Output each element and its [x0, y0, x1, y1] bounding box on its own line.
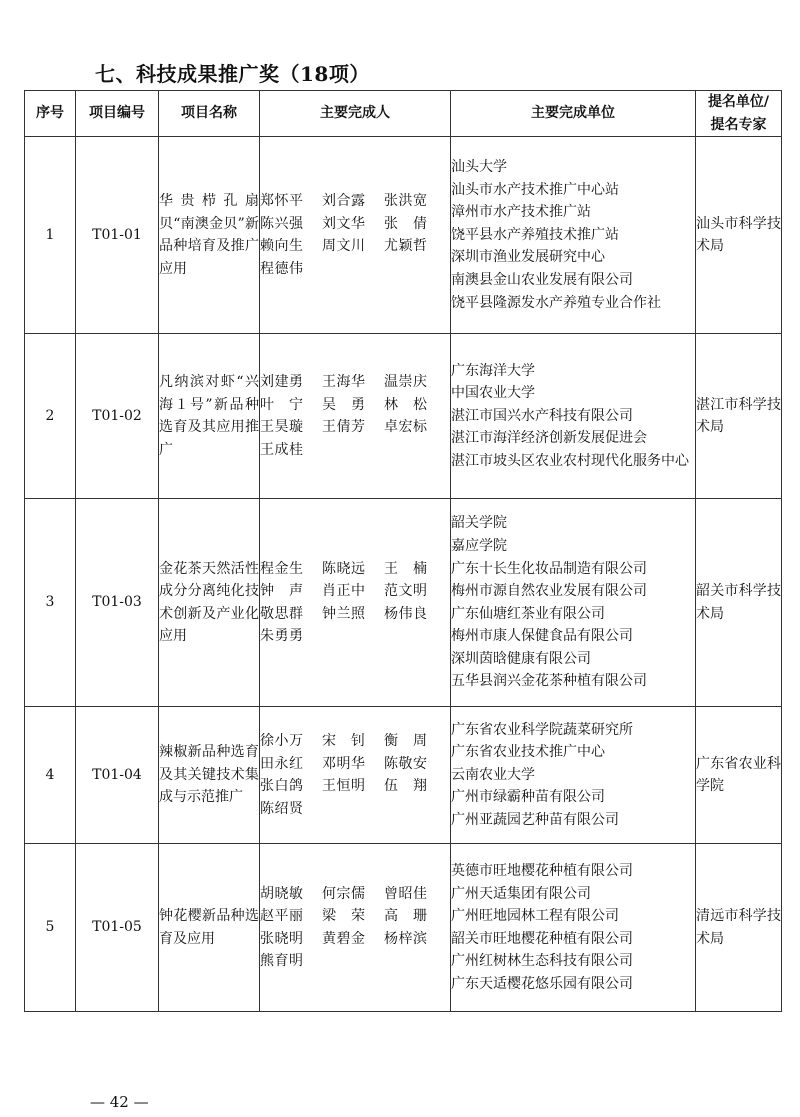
header-code: 项目编号 [76, 91, 159, 137]
unit-name: 饶平县水产养殖技术推广站 [451, 226, 619, 243]
table-row [25, 334, 782, 499]
contributor-name: 赖向生 [260, 238, 304, 255]
main-units [451, 707, 696, 844]
contributor-name: 郑怀平 [260, 193, 304, 209]
contributor-name: 张 倩 [384, 215, 428, 232]
unit-name: 深圳市渔业发展研究中心 [451, 249, 605, 266]
contributor-list [260, 371, 450, 461]
contributor-name: 朱勇勇 [260, 628, 304, 645]
unit-name: 湛江市国兴水产科技有限公司 [451, 407, 633, 424]
contributor-list [260, 190, 450, 280]
header-nominator-line1: 提名单位/ [707, 94, 770, 110]
project-name: 钟花樱新品种选育及应用 [159, 844, 260, 1012]
unit-name: 广东省农业技术推广中心 [451, 744, 605, 761]
unit-list [451, 860, 695, 996]
contributor-name: 张白鸽 [260, 778, 304, 795]
contributor-name: 王成桂 [260, 441, 304, 458]
contributor-name: 衡 周 [384, 733, 428, 749]
contributor-name: 赵平丽 [260, 908, 304, 925]
contributor-name: 陈敬安 [384, 755, 428, 772]
unit-name: 广东十长生化妆品制造有限公司 [451, 560, 647, 577]
row-index: 5 [25, 844, 76, 1012]
unit-name: 湛江市坡头区农业农村现代化服务中心 [451, 453, 689, 470]
unit-list [451, 512, 695, 693]
unit-name: 广东天适樱花悠乐园有限公司 [451, 975, 633, 992]
table-row [25, 844, 782, 1012]
unit-name: 广州亚蔬园艺种苗有限公司 [451, 812, 619, 829]
contributor-name: 王海华 [322, 374, 366, 390]
contributor-name: 梁 荣 [322, 908, 366, 925]
contributor-name: 张晓明 [260, 930, 304, 947]
project-name: 华贵栉孔扇贝“南澳金贝”新品种培育及推广应用 [159, 137, 260, 334]
unit-name: 汕头大学 [451, 159, 507, 176]
unit-name: 嘉应学院 [451, 537, 507, 554]
project-code: T01-05 [76, 844, 159, 1012]
project-name: 辣椒新品种选育及其关键技术集成与示范推广 [159, 707, 260, 844]
nominating-unit: 广东省农业科学院 [696, 707, 782, 844]
contributor-name: 卓宏标 [384, 419, 428, 436]
unit-name: 韶关学院 [451, 515, 507, 532]
row-index: 2 [25, 334, 76, 499]
project-code: T01-01 [76, 137, 159, 334]
contributor-list [260, 558, 450, 648]
section-title: 七、科技成果推广奖（18项） [95, 62, 370, 86]
unit-name: 广东仙塘红茶业有限公司 [451, 605, 605, 622]
unit-name: 漳州市水产技术推广站 [451, 204, 591, 221]
contributor-name: 林 松 [384, 396, 428, 413]
header-people: 主要完成人 [260, 91, 451, 137]
contributor-name: 程德伟 [260, 260, 304, 277]
unit-name: 韶关市旺地樱花种植有限公司 [451, 930, 633, 947]
project-code: T01-02 [76, 334, 159, 499]
contributor-name: 杨梓滨 [384, 930, 428, 947]
unit-name: 广州旺地园林工程有限公司 [451, 908, 619, 925]
page-number: — 42 — [90, 1093, 149, 1111]
contributor-name: 钟 声 [260, 583, 304, 600]
project-name: 金花茶天然活性成分分离纯化技术创新及产业化应用 [159, 499, 260, 707]
contributor-name: 陈晓远 [322, 560, 366, 577]
contributor-name: 尤颖哲 [384, 238, 428, 255]
unit-name: 南澳县金山农业发展有限公司 [451, 272, 633, 289]
main-units [451, 844, 696, 1012]
contributor-name: 刘文华 [322, 215, 366, 232]
contributor-name: 张洪宽 [384, 193, 428, 209]
unit-list [451, 156, 695, 314]
unit-name: 广东省农业科学院蔬菜研究所 [451, 721, 633, 738]
header-nominator [696, 91, 782, 137]
row-index: 1 [25, 137, 76, 334]
main-contributors [260, 137, 451, 334]
contributor-name: 刘建勇 [260, 374, 304, 390]
project-code: T01-03 [76, 499, 159, 707]
main-units [451, 334, 696, 499]
contributor-name: 熊育明 [260, 953, 304, 970]
table-row [25, 137, 782, 334]
nominating-unit: 汕头市科学技术局 [696, 137, 782, 334]
header-nominator-line2: 提名专家 [710, 116, 767, 133]
unit-name: 云南农业大学 [451, 766, 535, 783]
contributor-name: 伍 翔 [384, 778, 428, 795]
unit-name: 中国农业大学 [451, 385, 535, 402]
contributor-name: 吴 勇 [322, 396, 366, 413]
unit-name: 五华县润兴金花茶种植有限公司 [451, 673, 647, 690]
contributor-name: 王恒明 [322, 778, 366, 795]
unit-name: 广州天适集团有限公司 [451, 885, 591, 902]
main-contributors [260, 334, 451, 499]
awards-table [24, 90, 782, 1012]
header-orgs: 主要完成单位 [451, 91, 696, 137]
unit-name: 湛江市海洋经济创新发展促进会 [451, 430, 647, 447]
contributor-name: 王昊璇 [260, 419, 304, 436]
unit-name: 英德市旺地樱花种植有限公司 [451, 862, 633, 879]
main-contributors [260, 499, 451, 707]
main-contributors [260, 844, 451, 1012]
contributor-name: 陈绍贤 [260, 800, 304, 817]
contributor-name: 刘合露 [322, 193, 366, 209]
main-contributors [260, 707, 451, 844]
project-code: T01-04 [76, 707, 159, 844]
table-header-row [25, 91, 782, 137]
unit-name: 梅州市康人保健食品有限公司 [451, 628, 633, 645]
project-name: 凡纳滨对虾“兴海１号”新品种选育及其应用推广 [159, 334, 260, 499]
unit-list [451, 360, 695, 473]
contributor-name: 黄碧金 [322, 930, 366, 947]
contributor-name: 胡晓敏 [260, 885, 304, 902]
nominating-unit: 清远市科学技术局 [696, 844, 782, 1012]
row-index: 4 [25, 707, 76, 844]
contributor-name: 徐小万 [260, 733, 304, 749]
contributor-name: 高 珊 [384, 908, 428, 925]
contributor-name: 王 楠 [384, 560, 428, 577]
contributor-list [260, 883, 450, 973]
nominating-unit: 湛江市科学技术局 [696, 334, 782, 499]
contributor-name: 陈兴强 [260, 215, 304, 232]
contributor-name: 周文川 [322, 238, 366, 255]
contributor-name: 曾昭佳 [384, 885, 428, 902]
contributor-name: 邓明华 [322, 755, 366, 772]
contributor-name: 肖正中 [322, 583, 366, 600]
table-row [25, 499, 782, 707]
main-units [451, 137, 696, 334]
header-name: 项目名称 [159, 91, 260, 137]
contributor-name: 钟兰照 [322, 605, 366, 622]
unit-name: 深圳茵晗健康有限公司 [451, 650, 591, 667]
contributor-name: 王倩芳 [322, 419, 366, 436]
contributor-list [260, 730, 450, 820]
contributor-name: 田永红 [260, 755, 304, 772]
contributor-name: 杨伟良 [384, 605, 428, 622]
header-idx: 序号 [25, 91, 76, 137]
row-index: 3 [25, 499, 76, 707]
contributor-name: 温崇庆 [384, 374, 428, 390]
unit-name: 汕头市水产技术推广中心站 [451, 181, 619, 198]
unit-name: 梅州市源自然农业发展有限公司 [451, 583, 647, 600]
table-row [25, 707, 782, 844]
contributor-name: 宋 钊 [322, 733, 366, 749]
contributor-name: 范文明 [384, 583, 428, 600]
unit-list [451, 719, 695, 832]
unit-name: 广州红树林生态科技有限公司 [451, 953, 633, 970]
nominating-unit: 韶关市科学技术局 [696, 499, 782, 707]
contributor-name: 程金生 [260, 560, 304, 577]
contributor-name: 叶 宁 [260, 396, 304, 413]
contributor-name: 何宗儒 [322, 885, 366, 902]
unit-name: 广东海洋大学 [451, 362, 535, 379]
contributor-name: 敬思群 [260, 605, 304, 622]
unit-name: 饶平县隆源发水产养殖专业合作社 [451, 294, 661, 311]
unit-name: 广州市绿霸种苗有限公司 [451, 789, 605, 806]
main-units [451, 499, 696, 707]
